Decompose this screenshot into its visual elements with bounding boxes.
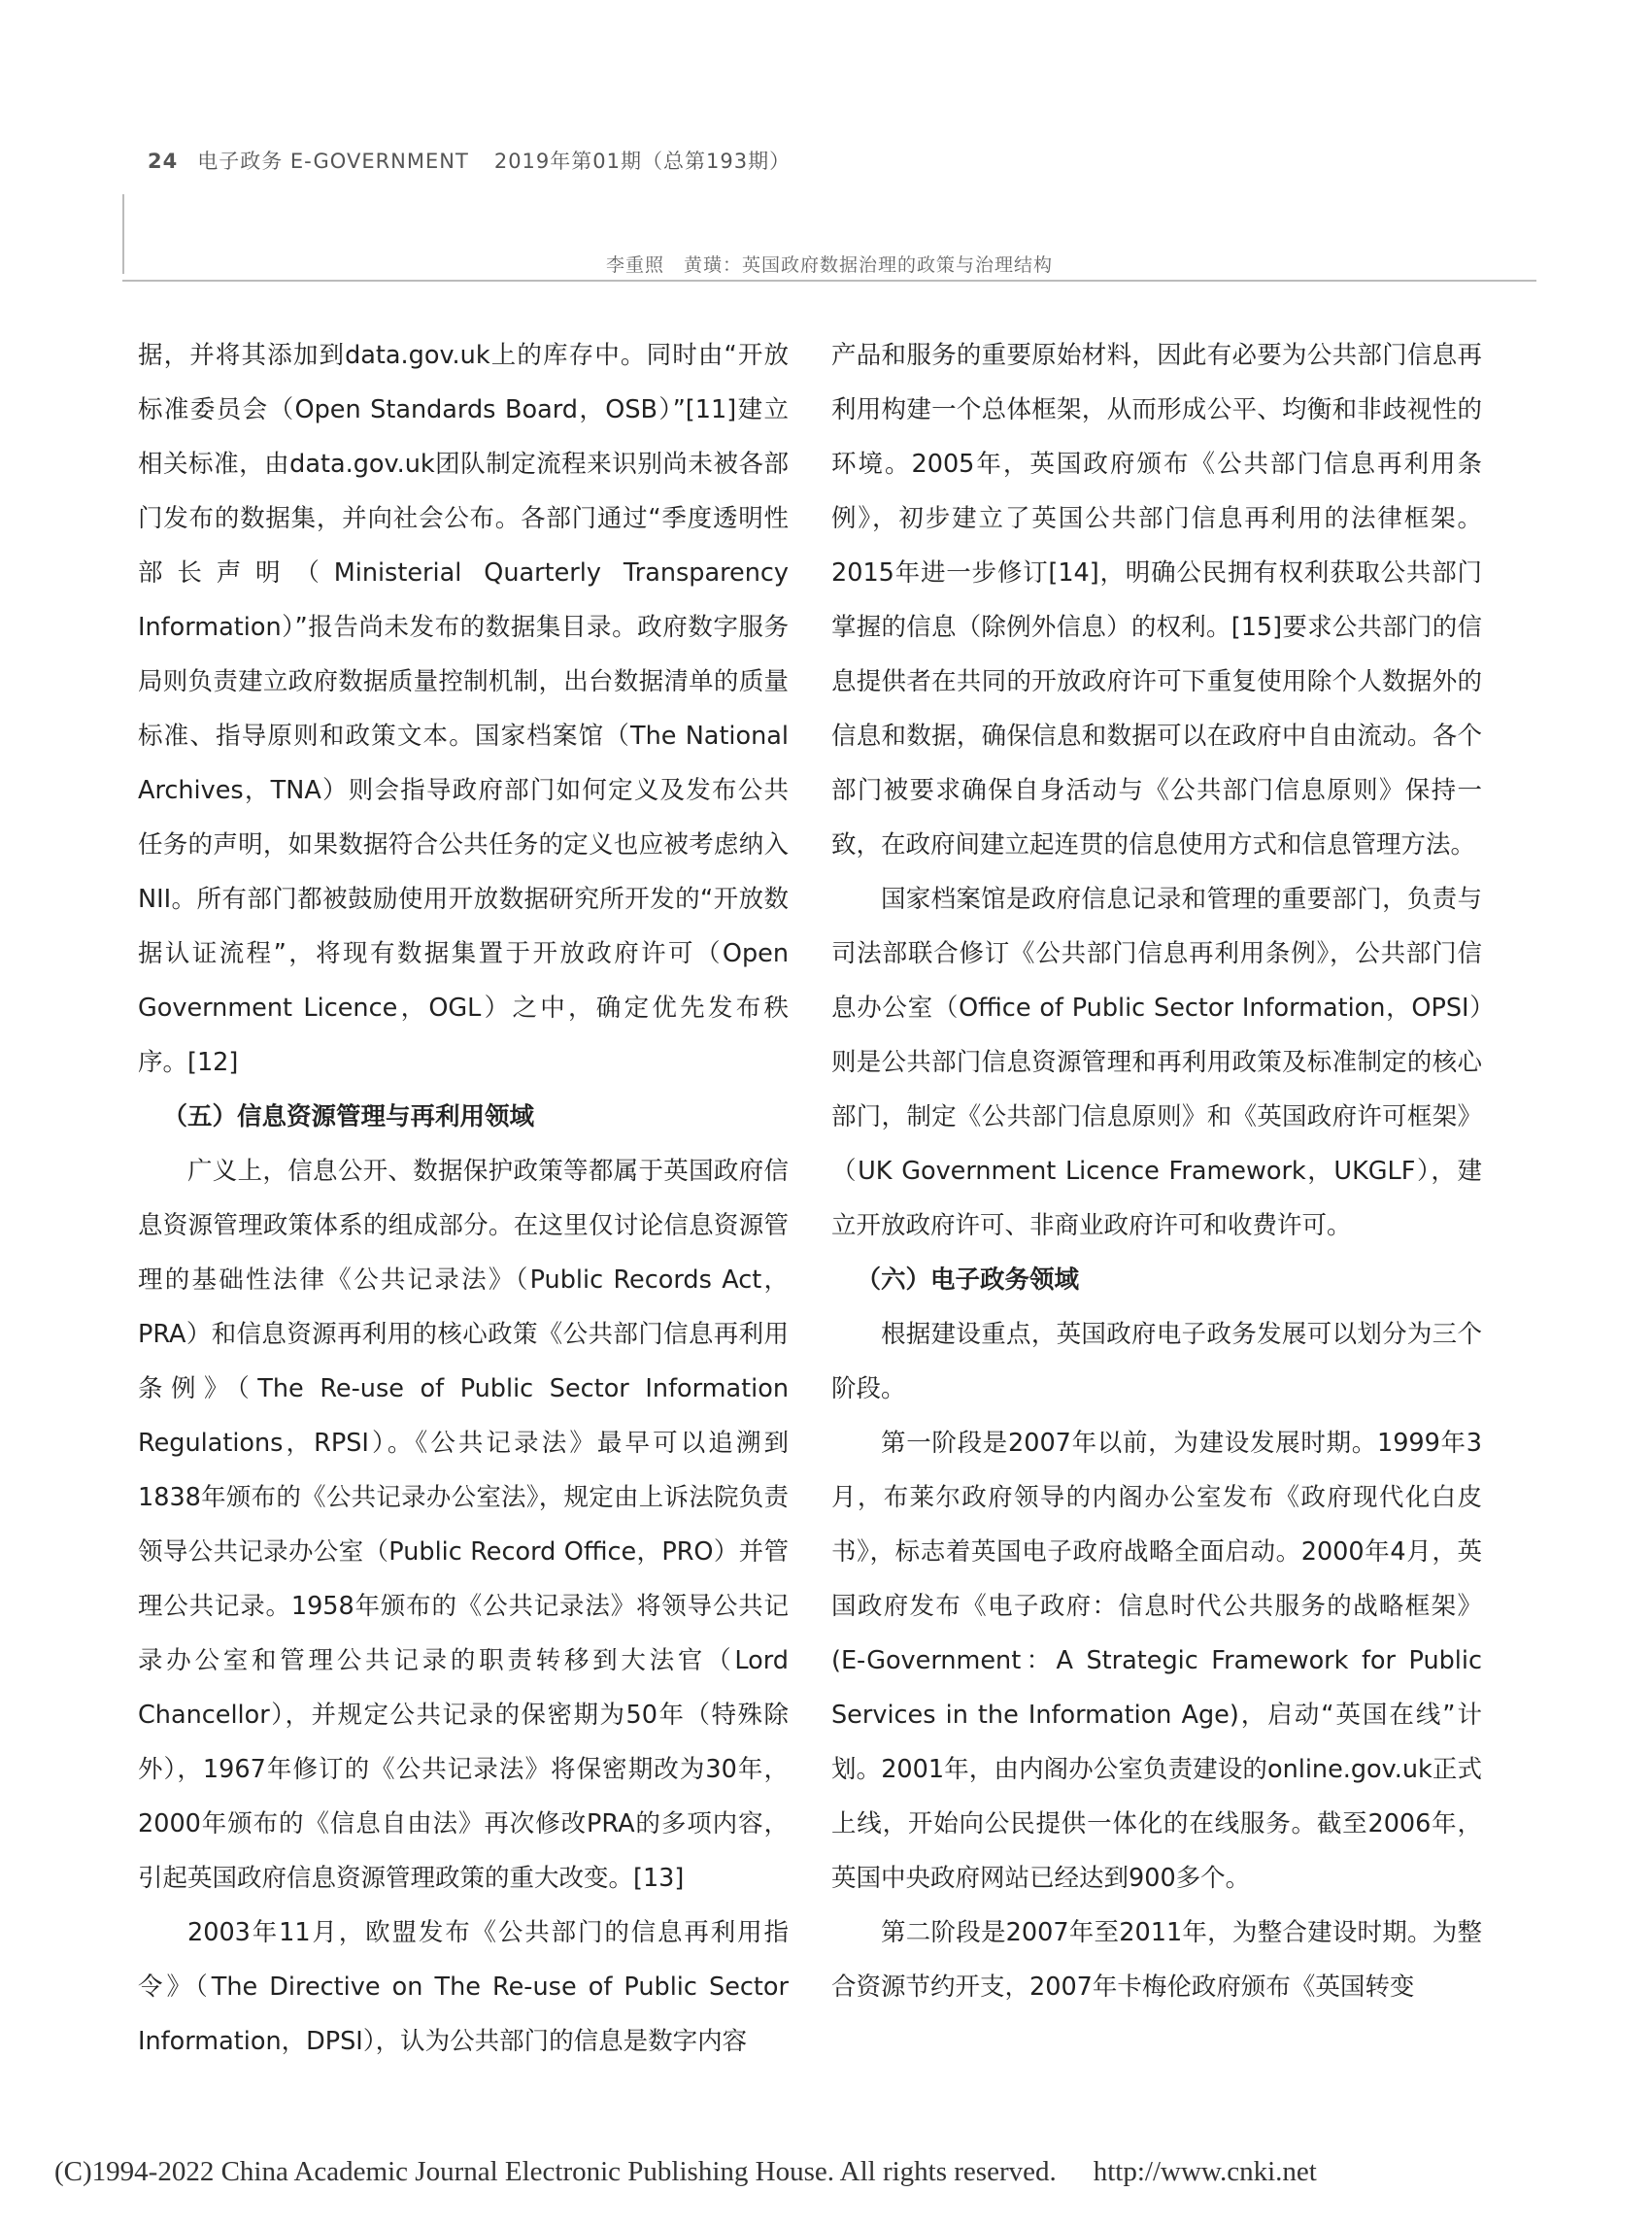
footer-url[interactable]: http://www.cnki.net	[1093, 2156, 1317, 2187]
section-heading-5: （五）信息资源管理与再利用领域	[162, 1102, 535, 1131]
journal-header	[148, 146, 816, 185]
paragraph: 第二阶段是2007年至2011年，为整合建设时期。为整合资源节约开支，2007年卡梅伦政府颁布《英国转变	[831, 1918, 1482, 2002]
copyright-text: (C)1994-2022 China Academic Journal Electronic Publishing House. All rights reserved.	[54, 2156, 1057, 2187]
copyright-footer	[54, 2156, 1317, 2188]
paragraph: 国家档案馆是政府信息记录和管理的重要部门，负责与司法部联合修订《公共部门信息再利用条例》，公共部门信息办公室（Office of Public Sector Information，OPSI）则是公共部门信息资源管理和再利用政策及标准制定的核心部门，制定《公共部门信息原则》和《英国政府许可框架》（UK Government Licence Framework，UKGLF），建立开放政府许可、非商业政府许可和收费许可。	[831, 885, 1482, 1240]
issue-info: 2019年第01期（总第193期）	[493, 150, 792, 173]
running-head: 李重照 黄璜：英国政府数据治理的政策与治理结构	[605, 254, 1053, 276]
journal-name: 电子政务 E-GOVERNMENT	[197, 150, 469, 173]
paragraph: 2003年11月，欧盟发布《公共部门的信息再利用指令》（The Directive on The Re-use of Public Sector Information，DPSI），认为公共部门的信息是数字内容	[138, 1918, 789, 2056]
section-heading-6: （六）电子政务领域	[856, 1265, 1080, 1295]
paragraph: 据，并将其添加到data.gov.uk上的库存中。同时由“开放标准委员会（Open Standards Board，OSB）”[11]建立相关标准，由data.gov.uk团队制定流程来识别尚未被各部门发布的数据集，并向社会公布。各部门通过“季度透明性部长声明（Ministerial Quarterly Transparency Information）”报告尚未发布的数据集目录。政府数字服务局则负责建立政府数据质量控制机制，出台数据清单的质量标准、指导原则和政策文本。国家档案馆（The National Archives，TNA）则会指导政府部门如何定义及发布公共任务的声明，如果数据符合公共任务的定义也应被考虑纳入NII。所有部门都被鼓励使用开放数据研究所开发的“开放数据认证流程”，将现有数据集置于开放政府许可（Open Government Licence，OGL）之中，确定优先发布秩序。[12]	[138, 341, 789, 1077]
page-number: 24	[148, 150, 179, 173]
paragraph: 广义上，信息公开、数据保护政策等都属于英国政府信息资源管理政策体系的组成部分。在这里仅讨论信息资源管理的基础性法律《公共记录法》（Public Records Act，PRA）和信息资源再利用的核心政策《公共部门信息再利用条例》（The Re-use of Public Sector Information Regulations，RPSI）。《公共记录法》最早可以追溯到1838年颁布的《公共记录办公室法》，规定由上诉法院负责领导公共记录办公室（Public Record Office，PRO）并管理公共记录。1958年颁布的《公共记录法》将领导公共记录办公室和管理公共记录的职责转移到大法官（Lord Chancellor），并规定公共记录的保密期为50年（特殊除外），1967年修订的《公共记录法》将保密期改为30年，2000年颁布的《信息自由法》再次修改PRA的多项内容，引起英国政府信息资源管理政策的重大改变。[13]	[138, 1157, 789, 1893]
paragraph: 根据建设重点，英国政府电子政务发展可以划分为三个阶段。	[831, 1320, 1482, 1403]
paragraph: 产品和服务的重要原始材料，因此有必要为公共部门信息再利用构建一个总体框架，从而形成公平、均衡和非歧视性的环境。2005年，英国政府颁布《公共部门信息再利用条例》，初步建立了英国公共部门信息再利用的法律框架。2015年进一步修订[14]，明确公民拥有权利获取公共部门掌握的信息（除例外信息）的权利。[15]要求公共部门的信息提供者在共同的开放政府许可下重复使用除个人数据外的信息和数据，确保信息和数据可以在政府中自由流动。各个部门被要求确保自身活动与《公共部门信息原则》保持一致，在政府间建立起连贯的信息使用方式和信息管理方法。	[831, 341, 1482, 860]
left-column	[138, 328, 789, 2069]
header-rule	[122, 280, 1536, 282]
paragraph: 第一阶段是2007年以前，为建设发展时期。1999年3月，布莱尔政府领导的内阁办公室发布《政府现代化白皮书》，标志着英国电子政府战略全面启动。2000年4月，英国政府发布《电子政府：信息时代公共服务的战略框架》(E-Government：A Strategic Framework for Public Services in the Information Age)，启动“英国在线”计划。2001年，由内阁办公室负责建设的online.gov.uk正式上线，开始向公民提供一体化的在线服务。截至2006年，英国中央政府网站已经达到900多个。	[831, 1429, 1482, 1893]
right-column	[831, 328, 1482, 2014]
